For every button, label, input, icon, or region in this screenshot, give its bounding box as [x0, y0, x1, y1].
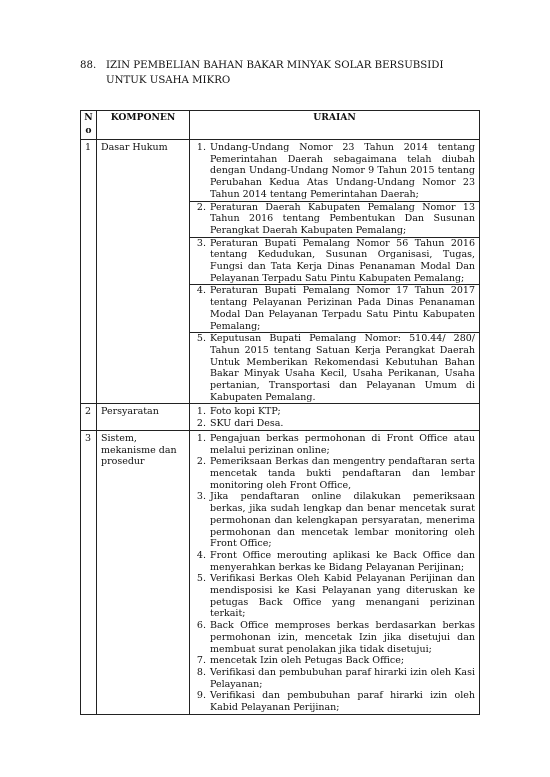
row-uraian: [190, 430, 480, 714]
item-number: 3.: [196, 237, 206, 249]
item-number: 1.: [196, 406, 206, 418]
list-item: [190, 690, 479, 713]
uraian-list: [190, 433, 479, 714]
uraian-list: [190, 142, 479, 403]
table-row: [81, 430, 480, 714]
item-number: 9.: [196, 690, 206, 702]
item-number: 4.: [196, 285, 206, 297]
item-text: Front Office merouting aplikasi ke Back Office dan menyerahkan berkas ke Bidang Pelayanan Perijinan;: [210, 549, 475, 573]
item-text: Undang-Undang Nomor 23 Tahun 2014 tentang Pemerintahan Daerah sebagaimana telah diubah dengan Undang-Undang Nomor 9 Tahun 2015 tentang Perubahan Kedua Atas Undang-Undang Nomor 23 Tahun 2014 tentang Pemerintahan Daerah;: [210, 142, 475, 200]
list-item: [190, 406, 479, 418]
item-text: Foto kopi KTP;: [210, 406, 281, 418]
item-text: SKU dari Desa.: [210, 418, 284, 430]
list-item: [190, 418, 479, 430]
item-text: Peraturan Bupati Pemalang Nomor 17 Tahun 2017 tentang Pelayanan Perizinan Pada Dinas Penanaman Modal Dan Pelayanan Terpadu Satu Pintu Kabupaten Pemalang;: [210, 285, 475, 332]
item-text: Jika pendaftaran online dilakukan pemeriksaan berkas, jika sudah lengkap dan benar mencetak surat permohonan dan kelengkapan persyaratan, menerima permohonan dan mencetak lembar monitoring oleh Front Office;: [210, 491, 475, 550]
list-item: [190, 491, 479, 550]
section-number: 88.: [80, 60, 97, 71]
uraian-list: [190, 406, 479, 429]
row-komponen: Persyaratan: [97, 404, 190, 430]
list-item: [190, 667, 479, 690]
item-text: Pengajuan berkas permohonan di Front Office atau melalui perizinan online;: [210, 432, 475, 456]
list-item: [190, 284, 479, 332]
item-number: 3.: [196, 491, 206, 503]
item-number: 6.: [196, 620, 206, 632]
table-row: [81, 404, 480, 430]
item-number: 2.: [196, 201, 206, 213]
row-number: 3: [81, 430, 97, 714]
table-header-row: [81, 111, 480, 140]
header-no: N o: [81, 111, 97, 140]
requirements-table: [80, 110, 480, 715]
section-title: IZIN PEMBELIAN BAHAN BAKAR MINYAK SOLAR BERSUBSIDI UNTUK USAHA MIKRO: [106, 60, 444, 86]
row-uraian: [190, 404, 480, 430]
item-number: 7.: [196, 655, 206, 667]
item-number: 2.: [196, 418, 206, 430]
item-text: Verifikasi dan pembubuhan paraf hirarki izin oleh Kabid Pelayanan Perijinan;: [210, 690, 475, 714]
list-item: [190, 332, 479, 403]
item-text: Pemeriksaan Berkas dan mengentry pendaftaran serta mencetak tanda bukti pendaftaran dan lembar monitoring oleh Front Office,: [210, 456, 475, 491]
item-number: 1.: [196, 142, 206, 153]
item-text: mencetak Izin oleh Petugas Back Office;: [210, 655, 405, 667]
list-item: [190, 201, 479, 237]
row-number: 1: [81, 140, 97, 404]
list-item: [190, 142, 479, 201]
header-uraian: URAIAN: [190, 111, 480, 140]
item-text: Peraturan Daerah Kabupaten Pemalang Nomor 13 Tahun 2016 tentang Pembentukan Dan Susunan Perangkat Daerah Kabupaten Pemalang;: [210, 201, 475, 236]
item-text: Verifikasi Berkas Oleh Kabid Pelayanan Perijinan dan mendisposisi ke Kasi Pelayanan yang diteruskan ke petugas Back Office yang menangani perizinan terkait;: [210, 573, 475, 620]
item-number: 4.: [196, 549, 206, 561]
list-item: [190, 573, 479, 620]
item-number: 8.: [196, 666, 206, 678]
item-text: Verifikasi dan pembubuhan paraf hirarki izin oleh Kasi Pelayanan;: [210, 666, 475, 690]
item-number: 2.: [196, 456, 206, 468]
list-item: [190, 237, 479, 285]
item-number: 1.: [196, 432, 206, 444]
list-item: [190, 433, 479, 456]
row-komponen: Sistem, mekanisme dan prosedur: [97, 430, 190, 714]
item-number: 5.: [196, 333, 206, 345]
item-number: 5.: [196, 573, 206, 585]
header-komponen: KOMPONEN: [97, 111, 190, 140]
item-text: Back Office memproses berkas berdasarkan berkas permohonan izin, mencetak Izin jika disetujui dan membuat surat penolakan jika tidak disetujui;: [210, 620, 475, 655]
list-item: [190, 620, 479, 655]
row-komponen: Dasar Hukum: [97, 140, 190, 404]
list-item: [190, 550, 479, 573]
row-number: 2: [81, 404, 97, 430]
table-row: [81, 140, 480, 404]
list-item: [190, 456, 479, 491]
row-uraian: [190, 140, 480, 404]
item-text: Keputusan Bupati Pemalang Nomor: 510.44/ 280/ Tahun 2015 tentang Satuan Kerja Perangkat Daerah Untuk Memberikan Rekomendasi Kebutuhan Bahan Bakar Minyak Usaha Kecil, Usaha Perikanan, Usaha pertanian, Transportasi dan Pelayanan Umum di Kabupaten Pemalang.: [210, 333, 475, 403]
section-heading: [80, 58, 480, 88]
list-item: [190, 655, 479, 667]
item-text: Peraturan Bupati Pemalang Nomor 56 Tahun 2016 tentang Kedudukan, Susunan Organisasi, Tugas, Fungsi dan Tata Kerja Dinas Penanaman Modal Dan Pelayanan Terpadu Satu Pintu Kabupaten Pemalang;: [210, 237, 475, 284]
